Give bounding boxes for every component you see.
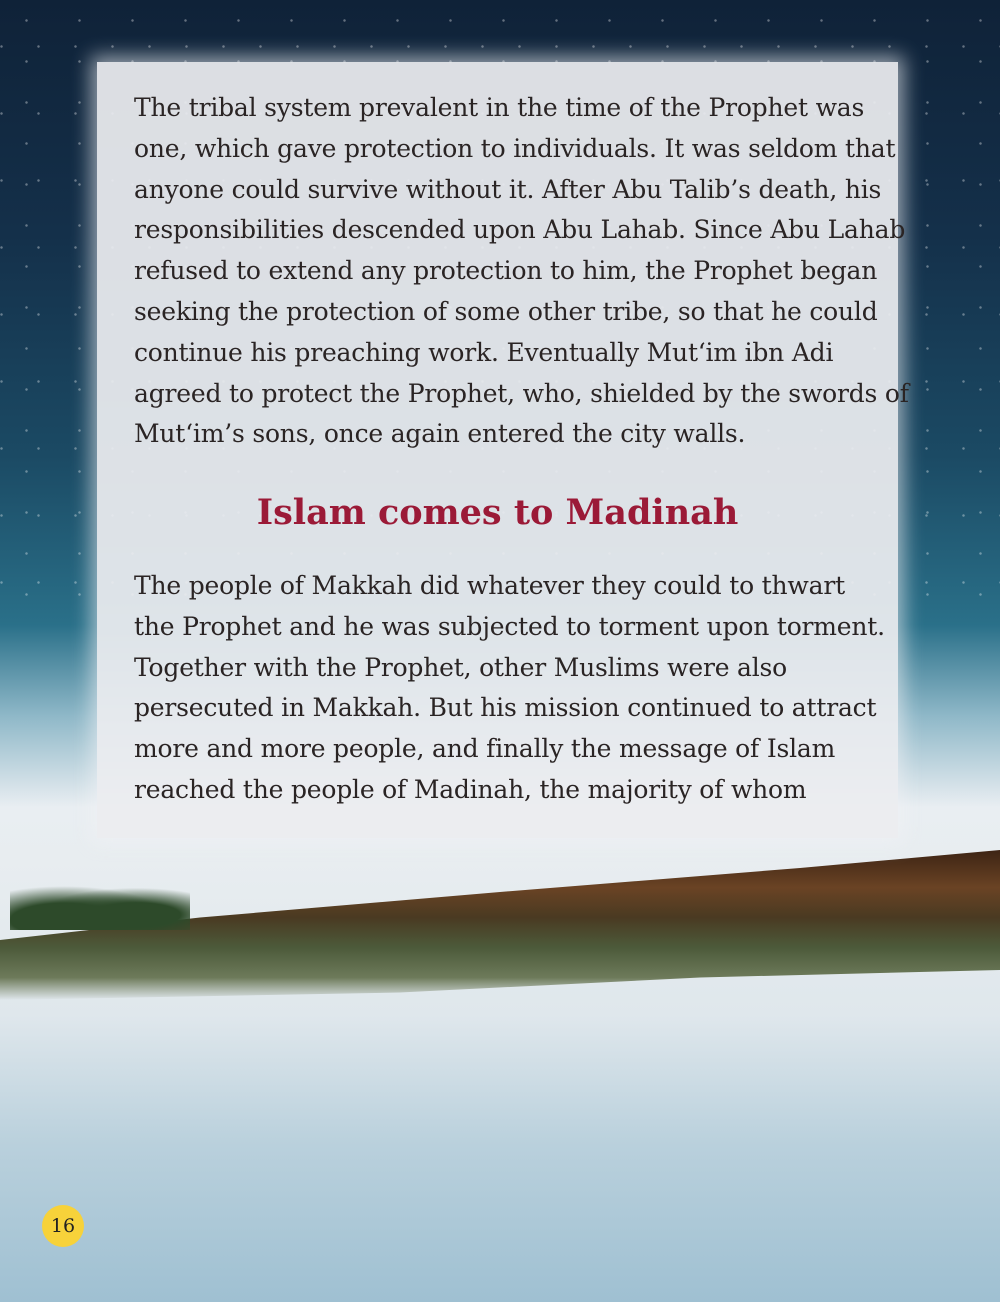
paragraph-2 (134, 566, 885, 811)
text-line: responsibilities descended upon Abu Lahab. Since Abu Lahab (134, 215, 906, 245)
text-line: The people of Makkah did whatever they could to thwart (134, 571, 845, 600)
text-line: reached the people of Madinah, the majority of whom (134, 774, 807, 804)
text-line: seeking the protection of some other tribe, so that he could (134, 296, 878, 326)
text-line: refused to extend any protection to him, the Prophet began (134, 256, 878, 286)
text-line: more and more people, and finally the message of Islam (134, 734, 836, 764)
text-line: agreed to protect the Prophet, who, shielded by the swords of (134, 378, 909, 408)
palm-trees-illustration (10, 880, 190, 930)
text-line: the Prophet and he was subjected to torment upon torment. (134, 611, 885, 641)
text-line: The tribal system prevalent in the time of the Prophet was (134, 93, 865, 122)
paragraph-1 (134, 88, 909, 455)
text-line: Together with the Prophet, other Muslims were also (134, 652, 788, 682)
text-line: Mut‘im’s sons, once again entered the city walls. (134, 419, 746, 449)
section-heading: Islam comes to Madinah (256, 492, 739, 533)
page-number-badge (42, 1205, 84, 1247)
page-number: 16 (50, 1215, 76, 1237)
text-line: persecuted in Makkah. But his mission continued to attract (134, 693, 877, 723)
text-line: continue his preaching work. Eventually Mut‘im ibn Adi (134, 337, 834, 367)
text-line: one, which gave protection to individuals. It was seldom that (134, 133, 896, 163)
text-line: anyone could survive without it. After Abu Talib’s death, his (134, 174, 882, 204)
